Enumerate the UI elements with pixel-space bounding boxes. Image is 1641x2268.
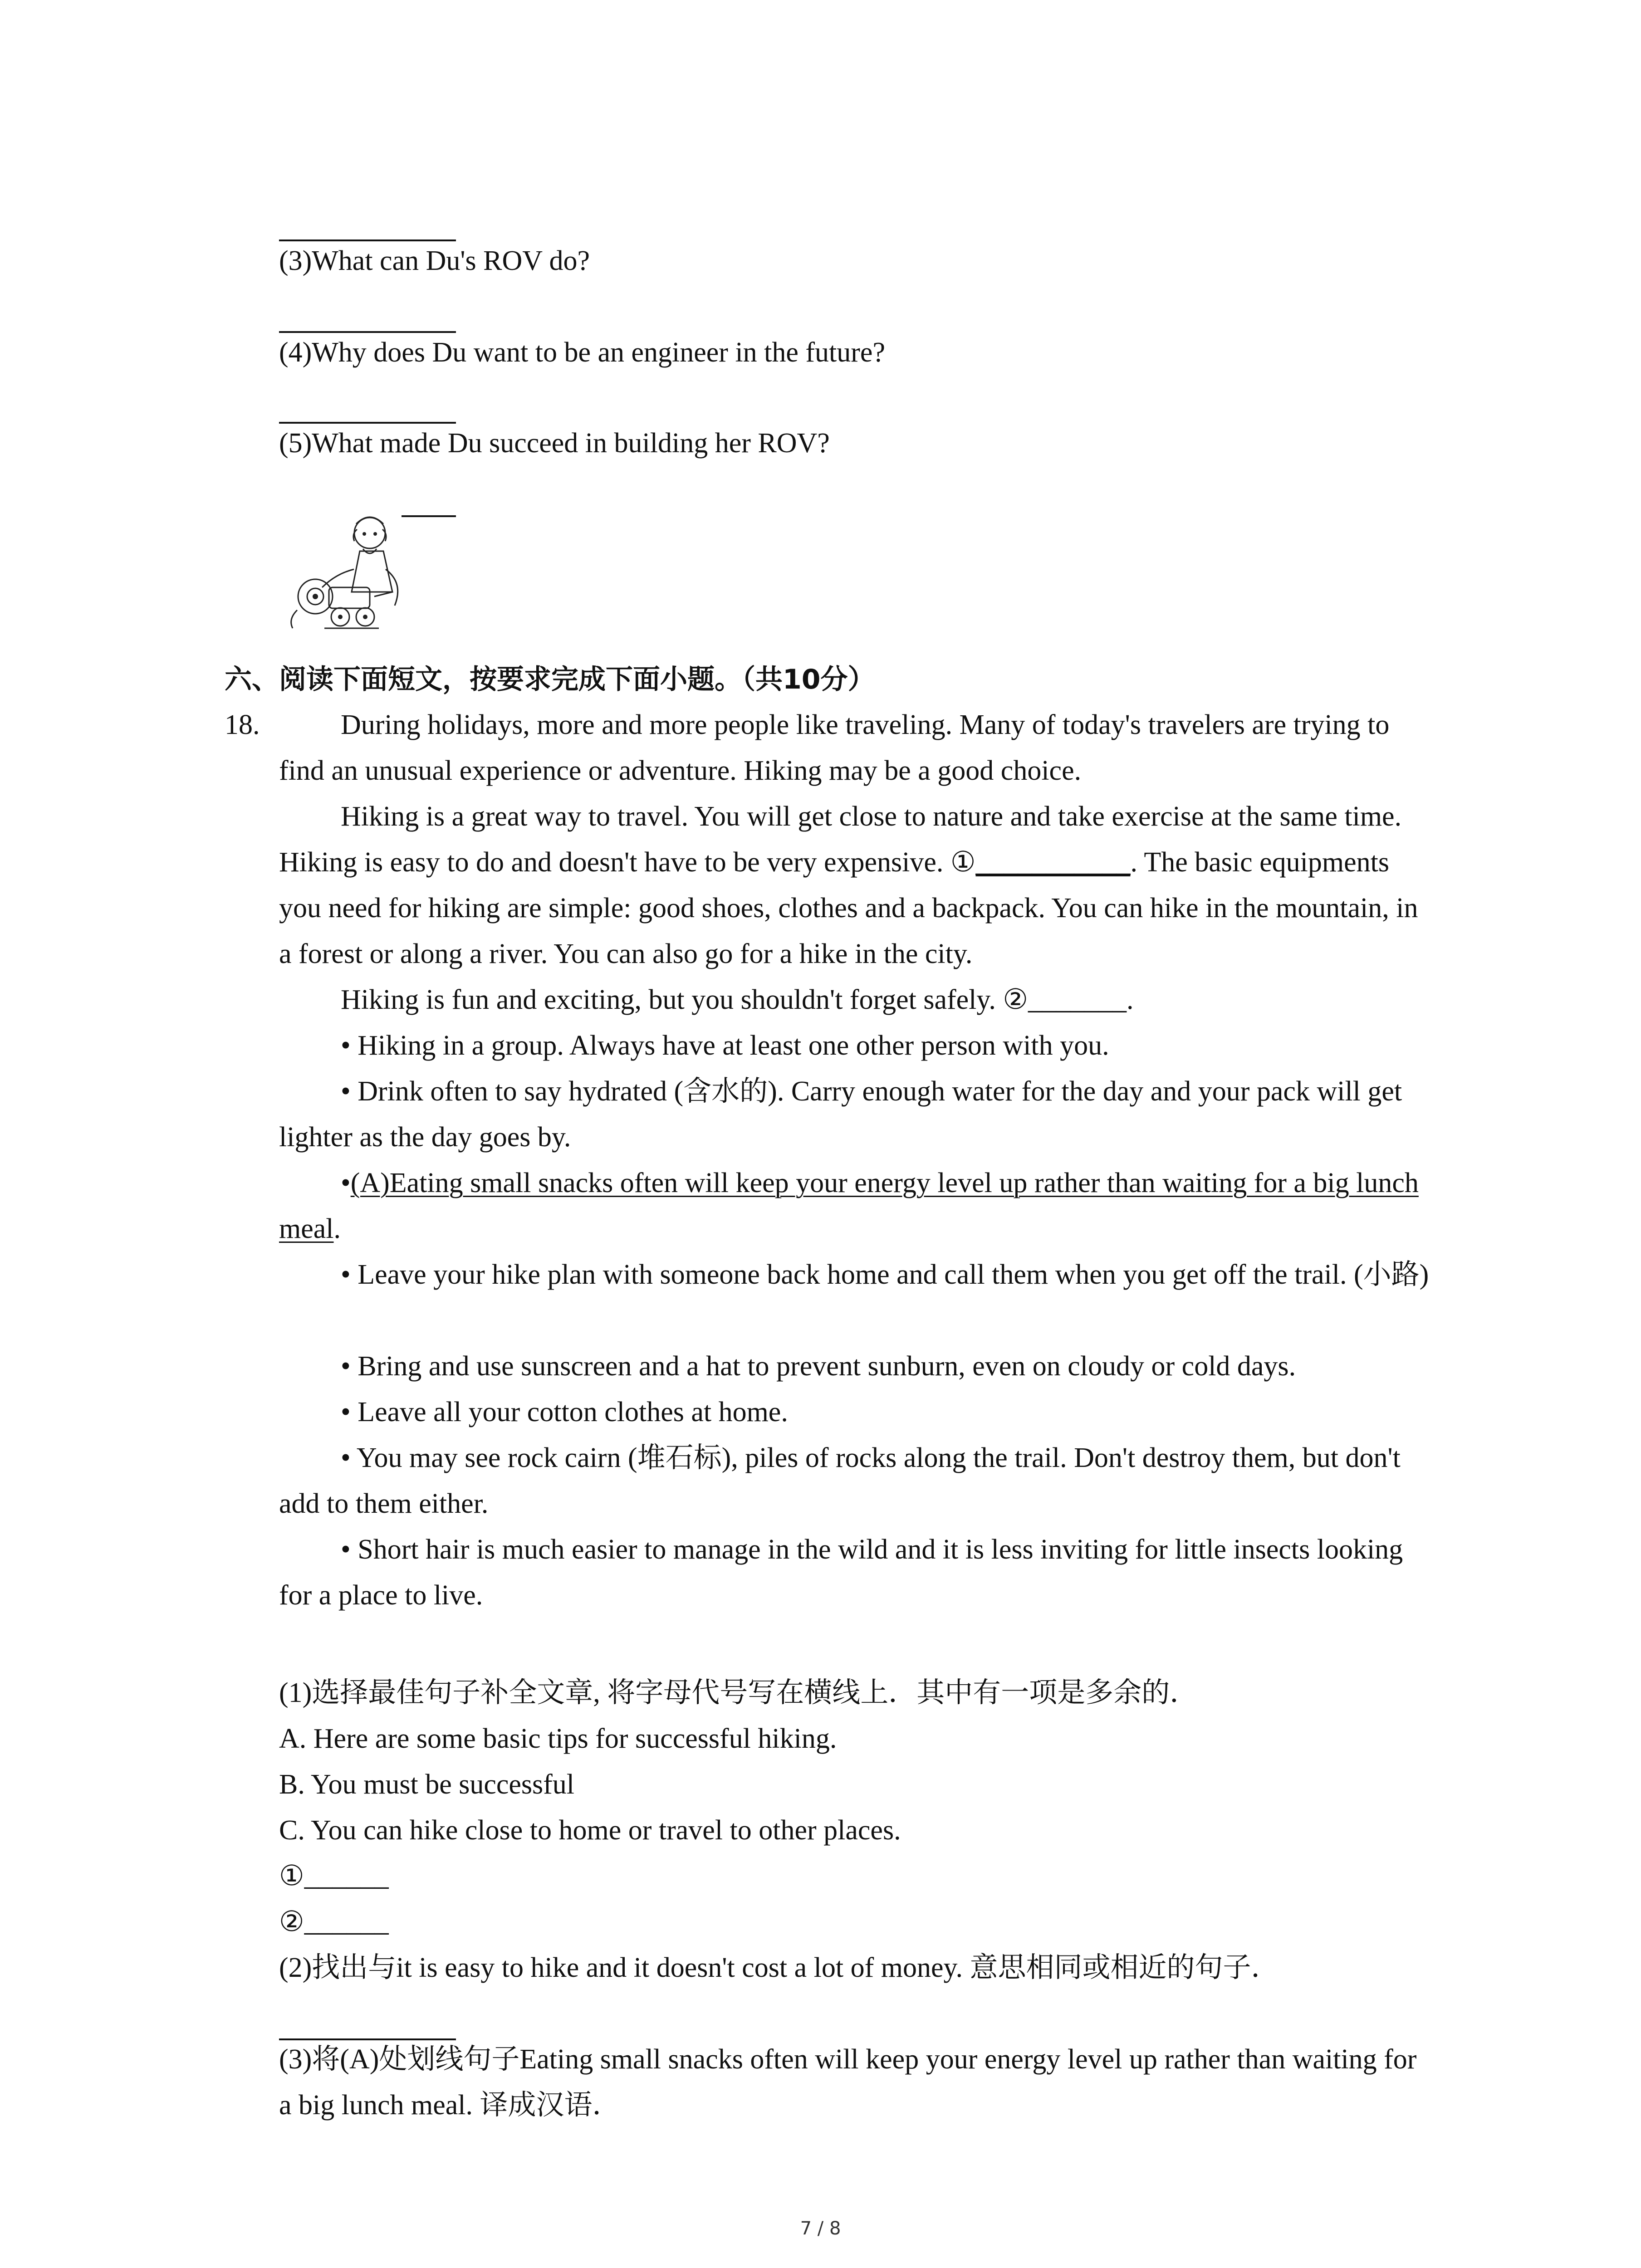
passage-paragraph-3: Hiking is fun and exciting, but you shouldn't forget safely. ②_______. <box>341 984 1134 1015</box>
page-number: 7 / 8 <box>800 2218 841 2239</box>
blank-1[interactable]: ___________ <box>975 847 1131 878</box>
paragraph-2-end: . The basic equipments you need for hiking are simple: good shoes, clothes and a backpack. You can hike in the mountain, in a forest or along a river. You can also go for a hike in the city. <box>279 847 1418 969</box>
subquestion-1-prompt: (1)选择最佳句子补全文章, 将字母代号写在横线上．其中有一项是多余的． <box>279 1677 1198 1708</box>
subquestion-3-prompt: (3)将(A)处划线句子Eating small snacks often will keep your energy level up rather than waiting for a big lunch meal. 译成汉语． <box>279 2044 1417 2121</box>
passage-paragraph-2 <box>279 794 1436 977</box>
tip-item: • Bring and use sunscreen and a hat to prevent sunburn, even on cloudy or cold days. <box>341 1351 1296 1382</box>
section-title: 六、阅读下面短文，按要求完成下面小题。（共10分） <box>225 664 875 695</box>
underlined-sentence-a: (A)Eating small snacks often will keep your energy level up rather than waiting for a big lunch meal <box>279 1168 1419 1244</box>
tip-item-underlined <box>279 1160 1436 1252</box>
tip-item: • You may see rock cairn (堆石标), piles of rocks along the trail. Don't destroy them, but don't add to them either. <box>279 1442 1401 1519</box>
option-c: C. You can hike close to home or travel to other places. <box>279 1815 901 1846</box>
question-number: 18. <box>225 709 260 740</box>
tip-item: • Short hair is much easier to manage in the wild and it is less inviting for little insects looking for a place to live. <box>279 1534 1403 1611</box>
answer-blank-line[interactable] <box>279 422 456 424</box>
question-4: (4)Why does Du want to be an engineer in the future? <box>279 337 885 368</box>
option-b: B. You must be successful <box>279 1769 575 1800</box>
tip-item: • Leave all your cotton clothes at home. <box>341 1397 788 1427</box>
sentence-end: . <box>333 1213 341 1244</box>
tip-item: • Hiking in a group. Always have at least one other person with you. <box>341 1030 1109 1061</box>
answer-blank-1[interactable]: ①______ <box>279 1861 389 1892</box>
tip-item: • Leave your hike plan with someone back home and call them when you get off the trail. (小路) <box>341 1259 1429 1290</box>
question-3: (3)What can Du's ROV do? <box>279 245 590 276</box>
tip-item: • Drink often to say hydrated (含水的). Carry enough water for the day and your pack will get lighter as the day goes by. <box>279 1076 1402 1153</box>
girl-with-robot-illustration <box>279 506 415 642</box>
answer-blank-line[interactable] <box>279 331 456 333</box>
option-a: A. Here are some basic tips for successful hiking. <box>279 1723 837 1754</box>
paragraph-2-start: Hiking is a great way to travel. You will get close to nature and take exercise at the same time. Hiking is easy to do and doesn't have to be very expensive. ① <box>279 801 1402 878</box>
answer-blank-2[interactable]: ②______ <box>279 1906 389 1937</box>
bullet: • <box>341 1168 351 1198</box>
subquestion-2-prompt: (2)找出与it is easy to hike and it doesn't cost a lot of money. 意思相同或相近的句子． <box>279 1952 1279 1983</box>
question-5: (5)What made Du succeed in building her ROV? <box>279 428 830 459</box>
passage-paragraph-1: During holidays, more and more people like traveling. Many of today's travelers are trying to find an unusual experience or adventure. Hiking may be a good choice. <box>279 709 1390 786</box>
answer-blank-line[interactable] <box>279 240 456 241</box>
